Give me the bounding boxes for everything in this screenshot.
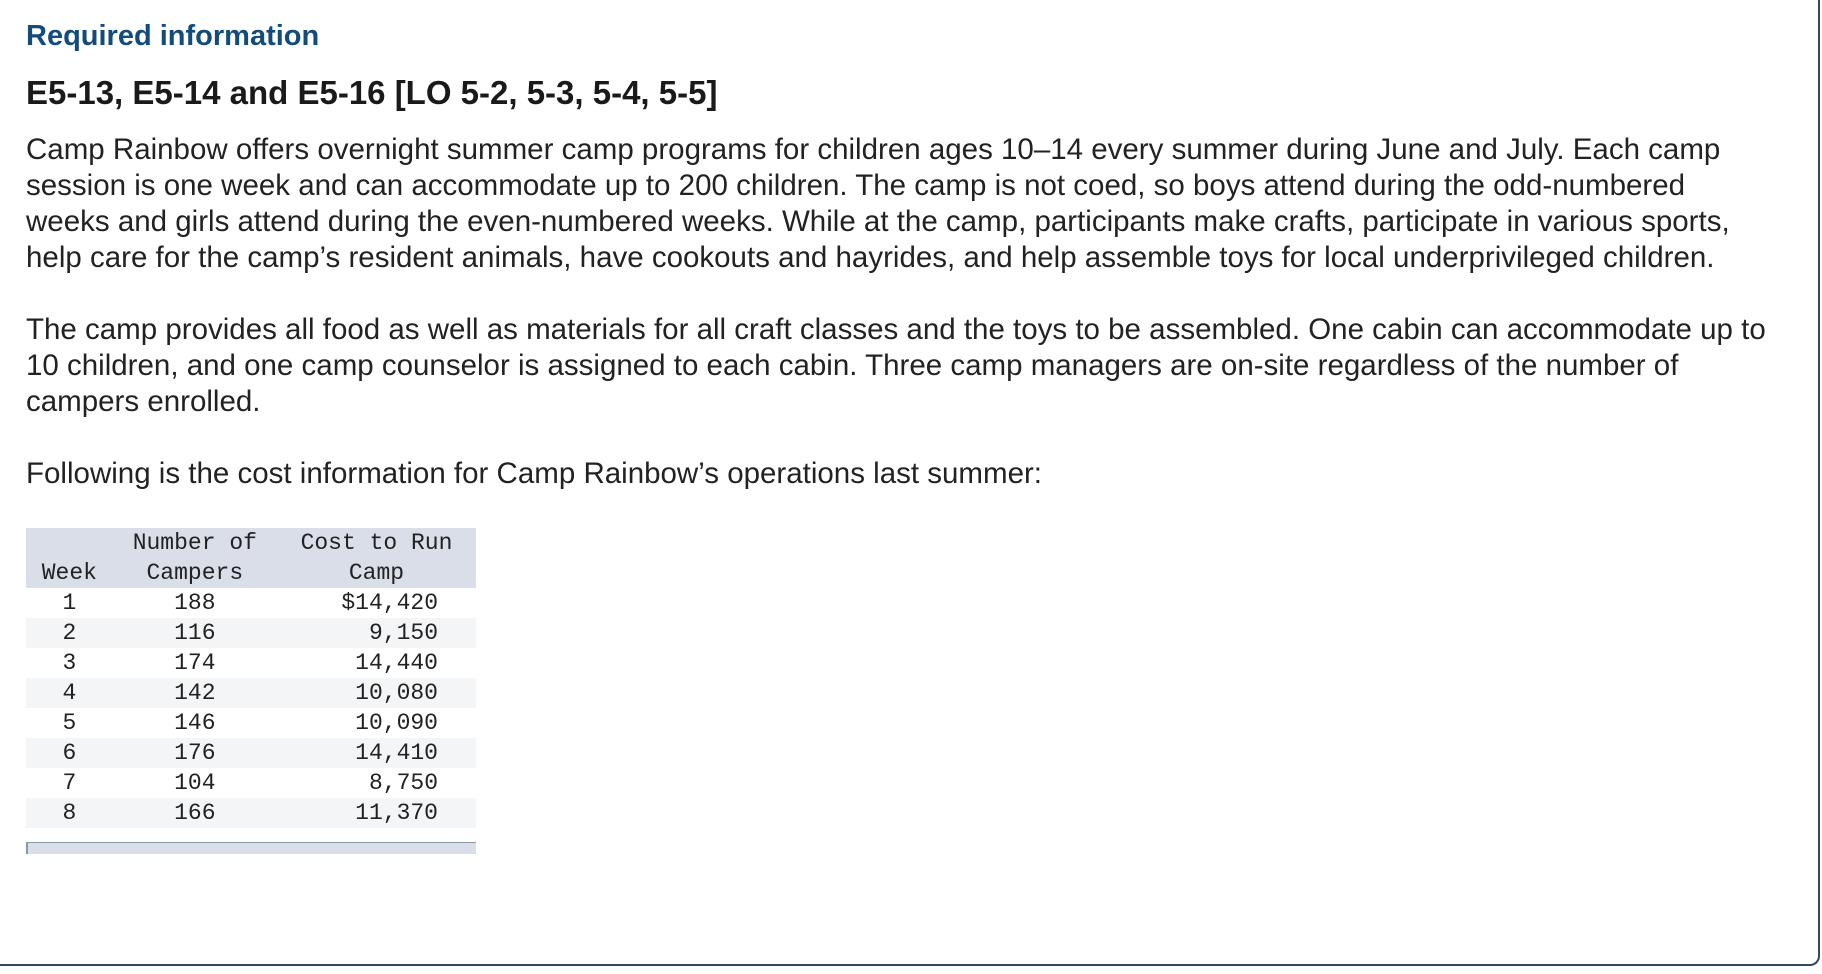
campers-cell: 188 [174, 590, 216, 616]
exercise-heading: E5-13, E5-14 and E5-16 [LO 5-2, 5-3, 5-4, 5-5] [26, 74, 718, 111]
table-row [26, 708, 476, 738]
campers-cell: 116 [174, 620, 216, 646]
cost-cell: 8,750 [368, 770, 438, 796]
week-cell: 5 [62, 710, 77, 736]
week-cell: 8 [62, 800, 77, 826]
cost-table [26, 528, 476, 828]
table-row [26, 618, 476, 648]
header-cost: Cost to Run Camp [300, 530, 453, 586]
header-campers: Number of Campers [132, 530, 257, 586]
campers-cell: 104 [174, 770, 216, 796]
campers-cell: 174 [174, 650, 216, 676]
table-row [26, 648, 476, 678]
campers-cell: 166 [174, 800, 216, 826]
question-content [26, 18, 1766, 854]
table-row [26, 588, 476, 618]
campers-cell: 176 [174, 740, 216, 766]
week-cell: 4 [62, 680, 77, 706]
cost-cell: 14,410 [355, 740, 438, 766]
table-row [26, 738, 476, 768]
cost-cell: 10,090 [355, 710, 438, 736]
table-row [26, 798, 476, 828]
table-footer-bar [26, 842, 476, 854]
cost-cell: $14,420 [341, 590, 438, 616]
campers-cell: 146 [174, 710, 216, 736]
details-paragraph: The camp provides all food as well as materials for all craft classes and the toys to be assembled. One cabin can accommodate up to 10 children, and one camp counselor is assigned to each cabin. Three camp managers are on-site regardless of the number of campers enrolled. [26, 313, 1766, 418]
cost-cell: 9,150 [368, 620, 438, 646]
required-information-label: Required information [26, 20, 320, 52]
table-row [26, 768, 476, 798]
intro-paragraph: Camp Rainbow offers overnight summer camp programs for children ages 10–14 every summer during June and July. Each camp session is one week and can accommodate up to 200 children. The camp is not coed, so boys attend during the odd-numbered weeks and girls attend during the even-numbered weeks. While at the camp, participants make crafts, participate in various sports, help care for the camp’s resident animals, have cookouts and hayrides, and help assemble toys for local underprivileged children. [26, 133, 1730, 274]
week-cell: 2 [62, 620, 77, 646]
table-row [26, 678, 476, 708]
header-week: Week [41, 560, 97, 586]
cost-intro-paragraph: Following is the cost information for Camp Rainbow’s operations last summer: [26, 457, 1042, 490]
campers-cell: 142 [174, 680, 216, 706]
cost-table-header-row [26, 528, 476, 588]
cost-cell: 14,440 [355, 650, 438, 676]
week-cell: 3 [62, 650, 77, 676]
week-cell: 7 [62, 770, 77, 796]
week-cell: 1 [62, 590, 77, 616]
week-cell: 6 [62, 740, 77, 766]
cost-cell: 10,080 [355, 680, 438, 706]
cost-cell: 11,370 [355, 800, 438, 826]
